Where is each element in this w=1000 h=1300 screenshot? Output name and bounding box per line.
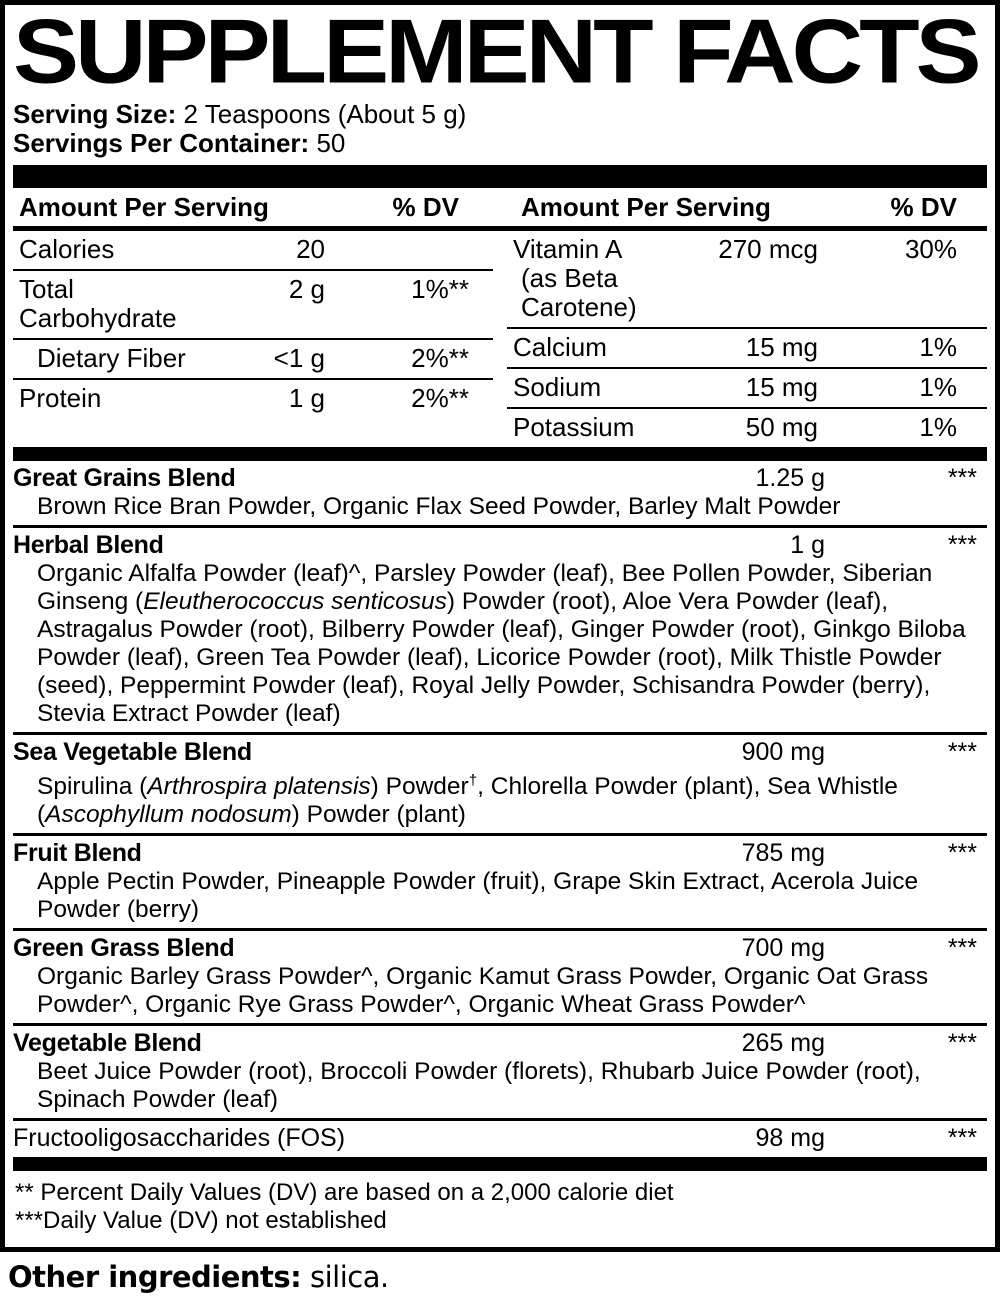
panel-title: SUPPLEMENT FACTS [13, 0, 978, 102]
nutrient-name [513, 333, 668, 362]
nutrient-name [513, 235, 668, 322]
nutrient-name [19, 235, 207, 264]
blend-dv: *** [947, 738, 977, 766]
nutrient-row [13, 231, 493, 271]
nutrient-table-right [507, 231, 987, 447]
nutrient-row [13, 271, 493, 340]
blend-ingredient-text: Arthrospira platensis [147, 773, 371, 801]
blend-header [13, 531, 987, 560]
other-ingredients-label: Other ingredients: [8, 1260, 302, 1295]
blend-row [13, 1118, 987, 1157]
blend-amount: 900 mg [741, 738, 825, 766]
blend-ingredient-text: ) Powder (root), Aloe Vera Powder (leaf), Astragalus Powder (root), Bilberry Powder (leaf), Ginger Powder (root), Ginkgo Biloba Powder (leaf), Green Tea Powder (leaf), Licorice Powder (root), Milk Thistle Powder (seed), Peppermint Powder (leaf), Royal Jelly Powder, Schisandra Powder (berry), Stevia Extract Powder (leaf) [37, 588, 966, 727]
nutrient-tables [13, 231, 987, 447]
left-header-amount: Amount Per Serving [19, 192, 269, 222]
separator-bar-top [13, 165, 987, 188]
blend-row [13, 732, 987, 833]
serving-size-value: 2 Teaspoons (About 5 g) [183, 99, 467, 129]
footnote-daily-values: ** Percent Daily Values (DV) are based on a 2,000 calorie diet [15, 1179, 674, 1207]
blend-header [13, 934, 987, 963]
nutrient-row [507, 231, 987, 329]
nutrient-amount: 2 g [288, 274, 325, 304]
blend-amount: 700 mg [741, 934, 825, 963]
nutrient-amount: 270 mcg [718, 234, 818, 264]
blend-amount: 785 mg [741, 839, 825, 868]
blend-dv: *** [947, 839, 977, 868]
servings-per-container-value: 50 [316, 128, 346, 158]
blend-ingredients [13, 868, 987, 924]
separator-bar-middle [13, 447, 987, 461]
nutrient-dv: 1% [919, 372, 957, 402]
nutrient-name-text: Sodium [513, 372, 602, 402]
servings-per-container-label: Servings Per Container: [13, 128, 310, 158]
blend-ingredient-text: Eleutherococcus senticosus [143, 588, 447, 615]
blend-ingredients [13, 767, 987, 829]
nutrient-dv: 2%** [411, 343, 469, 373]
blend-header [13, 1029, 987, 1058]
nutrient-amount: 20 [296, 234, 325, 264]
blend-ingredient-text: ) Powder (plant) [291, 801, 466, 829]
blend-dv: *** [947, 1029, 977, 1058]
blend-ingredient-text: ) Powder [370, 773, 469, 801]
nutrient-dv [325, 235, 493, 264]
other-ingredients-line [0, 1252, 1000, 1300]
blend-name: Sea Vegetable Blend [13, 738, 252, 766]
blend-dv: *** [947, 934, 977, 963]
blend-ingredient-text: , Chlorella Powder (plant), Sea Whistle ( [37, 773, 898, 829]
nutrient-row [507, 369, 987, 409]
blend-ingredients [13, 963, 987, 1019]
blend-dv: *** [947, 531, 977, 559]
nutrient-name-text: Vitamin A [513, 234, 623, 264]
blend-ingredient-text: Brown Rice Bran Powder, Organic Flax Seed Powder, Barley Malt Powder [37, 493, 841, 520]
blend-row [13, 525, 987, 732]
blend-amount: 98 mg [755, 1124, 825, 1153]
serving-size-line [13, 100, 987, 129]
blend-amount: 265 mg [741, 1029, 825, 1058]
nutrient-name-text: Calcium [513, 332, 607, 362]
footnote-dv-not-established: ***Daily Value (DV) not established [15, 1207, 387, 1235]
nutrient-amount: 50 mg [745, 412, 818, 442]
nutrient-amount: 15 mg [745, 372, 818, 402]
blend-name: Fructooligosaccharides (FOS) [13, 1124, 346, 1153]
separator-bar-bottom [13, 1157, 987, 1171]
blend-ingredient-text: Beet Juice Powder (root), Broccoli Powder (florets), Rhubarb Juice Powder (root), Spinach Powder (leaf) [37, 1058, 921, 1114]
nutrient-name [513, 413, 668, 442]
blend-row [13, 928, 987, 1023]
blend-header [13, 464, 987, 493]
servings-per-container-line [13, 129, 987, 158]
nutrient-name-text: Calories [19, 234, 115, 264]
blend-row [13, 833, 987, 928]
blend-header [13, 1124, 987, 1153]
blend-ingredient-text: † [468, 772, 478, 789]
blend-ingredient-text: Organic Barley Grass Powder^, Organic Kamut Grass Powder, Organic Oat Grass Powder^, Organic Rye Grass Powder^, Organic Wheat Grass Powder^ [37, 963, 929, 1019]
blend-ingredients [13, 1058, 987, 1114]
nutrient-name-text: Dietary Fiber [37, 343, 186, 373]
nutrient-name [513, 373, 668, 402]
blend-ingredient-text: Organic Alfalfa Powder (leaf)^, Parsley Powder (leaf), Bee Pollen Powder, Siberian Ginseng ( [37, 560, 933, 615]
blend-row [13, 461, 987, 525]
serving-size-label: Serving Size: [13, 99, 177, 129]
right-table-header [499, 188, 987, 226]
nutrient-row [13, 340, 493, 380]
right-header-amount: Amount Per Serving [521, 192, 771, 222]
nutrient-name-text: Protein [19, 383, 102, 413]
blend-name: Great Grains Blend [13, 464, 236, 492]
nutrient-dv: 1%** [411, 274, 469, 304]
nutrient-amount: 1 g [288, 383, 325, 413]
other-ingredients-value: silica. [310, 1260, 389, 1295]
blend-amount: 1 g [790, 531, 825, 559]
nutrient-name-text: Total Carbohydrate [19, 274, 177, 333]
right-header-dv: % DV [890, 192, 957, 222]
nutrient-table-left [13, 231, 493, 418]
blend-row [13, 1023, 987, 1118]
blend-ingredient-text: Spirulina ( [37, 773, 148, 801]
blend-name: Vegetable Blend [13, 1029, 202, 1058]
nutrient-name-text: Potassium [513, 412, 635, 442]
nutrient-dv: 2%** [411, 383, 469, 413]
nutrient-row [13, 380, 493, 418]
blend-amount: 1.25 g [755, 464, 825, 492]
blend-header [13, 738, 987, 767]
nutrient-amount: 15 mg [745, 332, 818, 362]
left-table-header [13, 188, 485, 226]
nutrient-name [19, 344, 207, 373]
blend-header [13, 839, 987, 868]
blend-ingredient-text: Ascophyllum nodosum [45, 801, 292, 829]
left-header-dv: % DV [392, 192, 459, 222]
serving-info [13, 100, 987, 158]
nutrient-dv: 1% [919, 332, 957, 362]
nutrient-row [507, 409, 987, 447]
blend-ingredient-text: Apple Pectin Powder, Pineapple Powder (fruit), Grape Skin Extract, Acerola Juice Powder (berry) [37, 868, 919, 924]
nutrient-name [19, 384, 207, 413]
blend-name: Green Grass Blend [13, 934, 235, 963]
blend-name: Fruit Blend [13, 839, 142, 868]
blend-dv: *** [947, 1124, 977, 1153]
nutrient-dv: 30% [904, 234, 957, 264]
nutrient-name [19, 275, 207, 333]
blend-name: Herbal Blend [13, 531, 164, 559]
nutrient-amount: <1 g [273, 343, 325, 373]
blend-ingredients [13, 560, 987, 728]
nutrient-name-subtext: (as Beta Carotene) [521, 263, 637, 322]
nutrient-dv: 1% [919, 412, 957, 442]
footnotes [13, 1171, 987, 1247]
blend-list [13, 461, 987, 1157]
blend-ingredients [13, 493, 987, 521]
blend-dv: *** [947, 464, 977, 492]
nutrient-table-headers [13, 188, 987, 231]
nutrient-row [507, 329, 987, 369]
